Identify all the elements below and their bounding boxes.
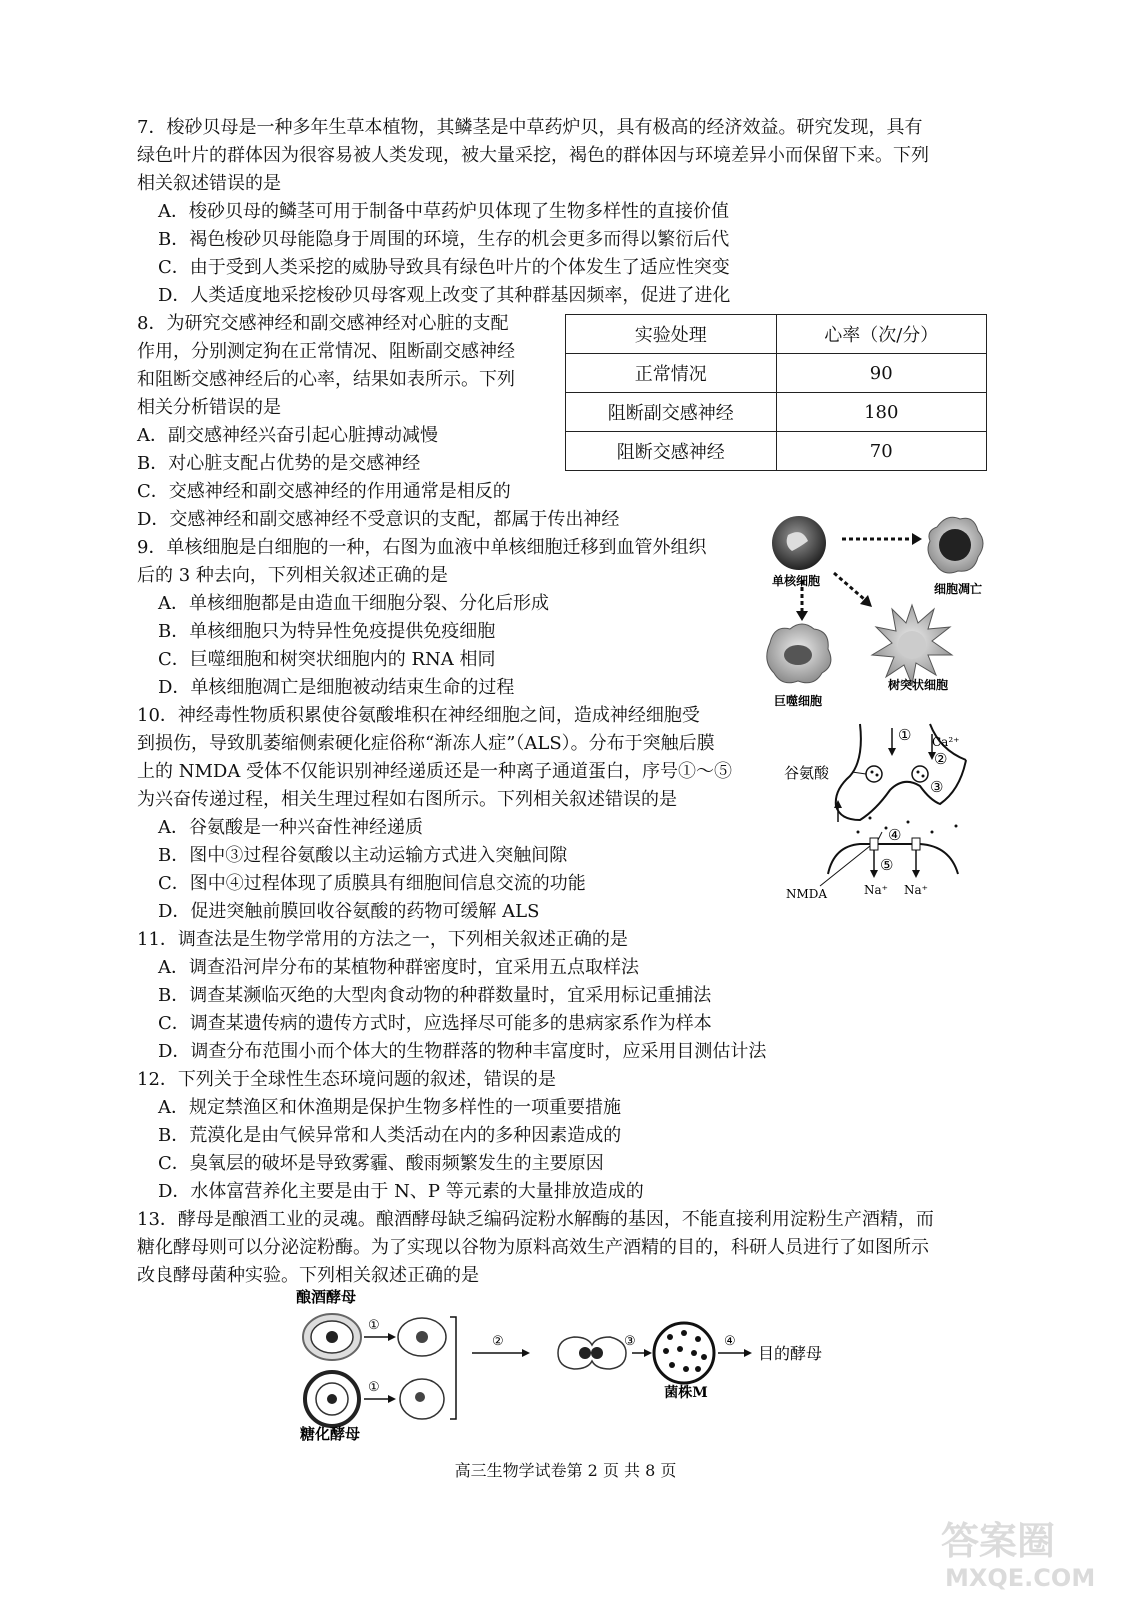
q10-option-d: D．促进突触前膜回收谷氨酸的药物可缓解 ALS	[158, 901, 540, 922]
q12-option-a: A．规定禁渔区和休渔期是保护生物多样性的一项重要措施	[158, 1097, 621, 1118]
saccharifying-yeast-cell	[305, 1372, 359, 1426]
q12-option-c: C．臭氧层的破坏是导致雾霾、酸雨频繁发生的主要原因	[158, 1153, 604, 1174]
q7-stem-line-3: 相关叙述错误的是	[137, 173, 281, 194]
table-cell: 阻断交感神经	[566, 432, 777, 471]
q13-stem-line-3: 改良酵母菌种实验。下列相关叙述正确的是	[137, 1265, 479, 1286]
q7-option-b: B．褐色梭砂贝母能隐身于周围的环境，生存的机会更多而得以繁衍后代	[158, 229, 730, 250]
q7-option-a: A．梭砂贝母的鳞茎可用于制备中草药炉贝体现了生物多样性的直接价值	[158, 201, 729, 222]
brewing-yeast-cell	[303, 1314, 361, 1360]
label-brewing-yeast: 酿酒酵母	[296, 1288, 357, 1306]
q10-stem-line-2: 到损伤，导致肌萎缩侧索硬化症俗称“渐冻人症”（ALS）。分布于突触后膜	[137, 733, 715, 754]
table-cell: 90	[776, 354, 987, 393]
nmda-receptor-2	[912, 838, 920, 850]
q7-stem-line-1: 7．梭砂贝母是一种多年生草本植物，其鳞茎是中草药炉贝，具有极高的经济效益。研究发现，具有	[137, 117, 923, 138]
heart-rate-table	[565, 314, 987, 471]
label-apoptosis: 细胞凋亡	[933, 582, 983, 596]
q11-stem: 11．调查法是生物学常用的方法之一，下列相关叙述正确的是	[137, 929, 628, 950]
q9-stem-line-1: 9．单核细胞是白细胞的一种，右图为血液中单核细胞迁移到血管外组织	[137, 537, 707, 558]
yeast-fusion-figure	[292, 1285, 842, 1445]
table-row	[566, 393, 987, 432]
table-cell: 正常情况	[566, 354, 777, 393]
arrow-to-dendritic	[834, 573, 864, 599]
synapse-figure	[780, 720, 980, 906]
label-step-5: ⑤	[880, 856, 894, 874]
monocyte-fate-figure	[752, 505, 992, 715]
label-step2: ②	[492, 1334, 504, 1349]
watermark-logo	[933, 1512, 1103, 1592]
q10-option-a: A．谷氨酸是一种兴奋性神经递质	[158, 817, 423, 838]
label-glutamate: 谷氨酸	[784, 764, 830, 782]
q9-option-c: C．巨噬细胞和树突状细胞内的 RNA 相同	[158, 649, 496, 670]
table-cell: 70	[776, 432, 987, 471]
monocyte-cell	[772, 516, 826, 570]
label-na-2: Na⁺	[904, 883, 928, 897]
label-ca: Ca²⁺	[932, 735, 960, 749]
q8-option-a: A．副交感神经兴奋引起心脏搏动减慢	[137, 425, 438, 446]
q8-stem-line-1: 8．为研究交感神经和副交感神经对心脏的支配	[137, 313, 509, 334]
label-step1-top: ①	[368, 1318, 380, 1333]
label-step-1: ①	[898, 726, 912, 744]
q8-option-d: D．交感神经和副交感神经不受意识的支配，都属于传出神经	[137, 509, 620, 530]
apoptotic-cell	[928, 517, 983, 573]
label-nmda: NMDA	[786, 887, 828, 901]
label-step-4: ④	[888, 826, 902, 844]
q10-stem-line-1: 10．神经毒性物质积累使谷氨酸堆积在神经细胞之间，造成神经细胞受	[137, 705, 700, 726]
q12-stem: 12．下列关于全球性生态环境问题的叙述，错误的是	[137, 1069, 556, 1090]
q10-stem-line-3: 上的 NMDA 受体不仅能识别神经递质还是一种离子通道蛋白，序号①～⑤	[137, 761, 733, 782]
table-header-row	[566, 315, 987, 354]
table-cell: 阻断副交感神经	[566, 393, 777, 432]
dendritic-cell	[872, 605, 952, 685]
q11-option-a: A．调查沿河岸分布的某植物种群密度时，宜采用五点取样法	[158, 957, 639, 978]
q8-stem-line-4: 相关分析错误的是	[137, 397, 281, 418]
q8-option-b: B．对心脏支配占优势的是交感神经	[137, 453, 421, 474]
table-header-cell: 心率（次/分）	[776, 315, 987, 354]
q9-option-a: A．单核细胞都是由造血干细胞分裂、分化后形成	[158, 593, 549, 614]
label-step4: ④	[724, 1334, 736, 1349]
q9-option-b: B．单核细胞只为特异性免疫提供免疫细胞	[158, 621, 496, 642]
q11-option-d: D．调查分布范围小而个体大的生物群落的物种丰富度时，应采用目测估计法	[158, 1041, 767, 1062]
q7-option-d: D．人类适度地采挖梭砂贝母客观上改变了其种群基因频率，促进了进化	[158, 285, 731, 306]
label-saccharifying-yeast: 糖化酵母	[300, 1425, 361, 1443]
macrophage-cell	[767, 624, 831, 683]
label-step3: ③	[624, 1334, 636, 1349]
label-dendritic: 树突状细胞	[887, 678, 949, 692]
q13-stem-line-2: 糖化酵母则可以分泌淀粉酶。为了实现以谷物为原料高效生产酒精的目的，科研人员进行了如图所示	[137, 1237, 929, 1258]
watermark-top: 答案圈	[941, 1519, 1056, 1563]
q8-stem-line-3: 和阻断交感神经后的心率，结果如表所示。下列	[137, 369, 515, 390]
label-na-1: Na⁺	[864, 883, 888, 897]
table-cell: 180	[776, 393, 987, 432]
watermark-bottom: MXQE.COM	[945, 1564, 1096, 1592]
q10-stem-line-4: 为兴奋传递过程，相关生理过程如右图所示。下列相关叙述错误的是	[137, 789, 677, 810]
page-footer: 高三生物学试卷第 2 页 共 8 页	[454, 1461, 677, 1480]
vesicle-1	[866, 766, 882, 782]
strain-m-plate	[654, 1323, 714, 1383]
q9-option-d: D．单核细胞凋亡是细胞被动结束生命的过程	[158, 677, 515, 698]
q10-option-b: B．图中③过程谷氨酸以主动运输方式进入突触间隙	[158, 845, 568, 866]
nmda-receptor-1	[870, 838, 878, 850]
table-header-cell: 实验处理	[566, 315, 777, 354]
label-step-3: ③	[930, 778, 944, 796]
table-row	[566, 432, 987, 471]
vesicle-2	[912, 766, 928, 782]
label-monocyte: 单核细胞	[771, 574, 821, 588]
q8-stem-line-2: 作用，分别测定狗在正常情况、阻断副交感神经	[137, 341, 515, 362]
q9-stem-line-2: 后的 3 种去向，下列相关叙述正确的是	[137, 565, 448, 586]
label-macrophage: 巨噬细胞	[773, 694, 823, 708]
q11-option-c: C．调查某遗传病的遗传方式时，应选择尽可能多的患病家系作为样本	[158, 1013, 712, 1034]
q7-stem-line-2: 绿色叶片的群体因为很容易被人类发现，被大量采挖，褐色的群体因与环境差异小而保留下来。下列	[137, 145, 929, 166]
q11-option-b: B．调查某濒临灭绝的大型肉食动物的种群数量时，宜采用标记重捕法	[158, 985, 712, 1006]
table-row	[566, 354, 987, 393]
q13-stem-line-1: 13．酵母是酿酒工业的灵魂。酿酒酵母缺乏编码淀粉水解酶的基因，不能直接利用淀粉生产酒精，而	[137, 1209, 934, 1230]
q8-option-c: C．交感神经和副交感神经的作用通常是相反的	[137, 481, 511, 502]
q10-option-c: C．图中④过程体现了质膜具有细胞间信息交流的功能	[158, 873, 586, 894]
label-step-2: ②	[934, 750, 948, 768]
q7-option-c: C．由于受到人类采挖的威胁导致具有绿色叶片的个体发生了适应性突变	[158, 257, 730, 278]
bracket	[450, 1317, 456, 1419]
label-step1-bottom: ①	[368, 1380, 380, 1395]
q12-option-d: D．水体富营养化主要是由于 N、P 等元素的大量排放造成的	[158, 1181, 644, 1202]
q12-option-b: B．荒漠化是由气候异常和人类活动在内的多种因素造成的	[158, 1125, 622, 1146]
label-target-yeast: 目的酵母	[758, 1344, 823, 1363]
label-strain-m: 菌株M	[664, 1385, 708, 1401]
